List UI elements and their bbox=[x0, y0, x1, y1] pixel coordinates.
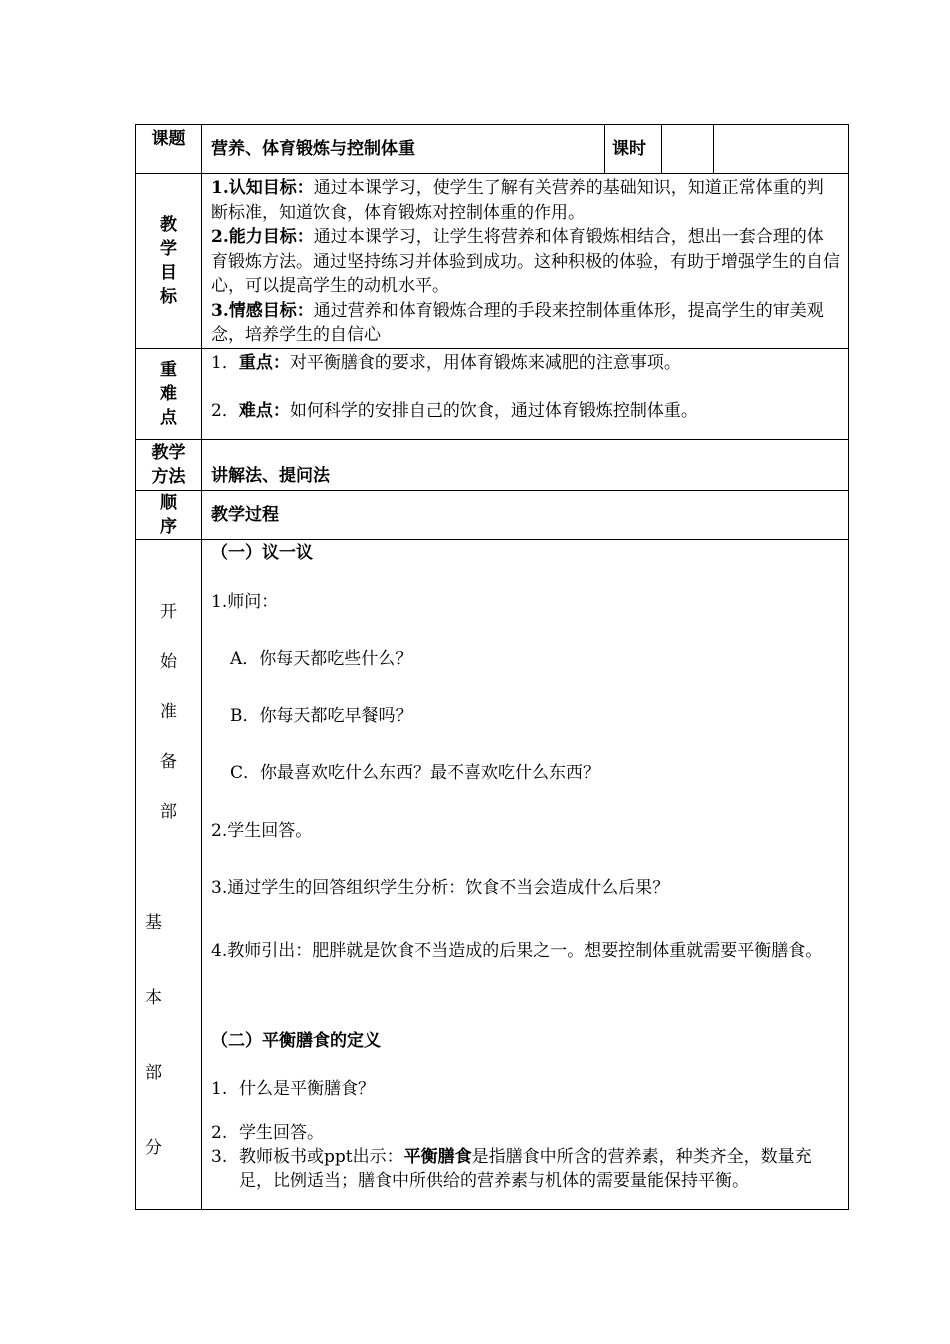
key-points-label-char: 重 bbox=[160, 360, 177, 380]
method-row bbox=[136, 440, 849, 491]
section-discuss-title: （一）议一议 bbox=[211, 543, 313, 563]
list-item: 2. 学生回答。 bbox=[211, 1123, 324, 1143]
question-a: A．你每天都吃些什么？ bbox=[230, 649, 413, 669]
objectives-content bbox=[202, 174, 849, 349]
period-label: 课时 bbox=[605, 125, 662, 174]
start-part-label: 开 始 准 备 部 bbox=[160, 602, 177, 822]
key-points-content bbox=[202, 349, 849, 440]
lesson-table bbox=[135, 124, 849, 1210]
key-point: 1．重点：对平衡膳食的要求，用体育锻炼来减肥的注意事项。 bbox=[211, 353, 681, 373]
step-analysis: 3.通过学生的回答组织学生分析：饮食不当会造成什么后果？ bbox=[211, 878, 670, 898]
order-row bbox=[136, 491, 849, 540]
basic-part-label: 基 本 部 分 bbox=[145, 913, 162, 1158]
difficult-point: 2．难点：如何科学的安排自己的饮食，通过体育锻炼控制体重。 bbox=[211, 401, 698, 421]
list-item: 3. 教师板书或ppt出示：平衡膳食是指膳食中所含的营养素，种类齐全，数量充足，比例适当；膳食中所供给的营养素与机体的需要量能保持平衡。 bbox=[211, 1147, 812, 1191]
key-points-label-char: 难 bbox=[160, 384, 177, 404]
balanced-diet-term: 平衡膳食 bbox=[403, 1147, 472, 1167]
process-row bbox=[136, 540, 849, 1210]
key-points-row bbox=[136, 349, 849, 440]
key-points-label-char: 点 bbox=[160, 408, 177, 428]
objectives-row bbox=[136, 174, 849, 349]
method-value: 讲解法、提问法 bbox=[202, 440, 849, 491]
lesson-plan bbox=[135, 124, 848, 1210]
step-teacher-intro: 4.教师引出：肥胖就是饮食不当造成的后果之一。想要控制体重就需要平衡膳食。 bbox=[211, 941, 823, 961]
teacher-ask: 1.师问： bbox=[211, 592, 279, 612]
objective-emotion: 3.情感目标：通过营养和体育锻炼合理的手段来控制体重体形，提高学生的审美观念，培养学生的自信心 bbox=[211, 300, 824, 345]
topic-label: 课题 bbox=[136, 125, 202, 174]
objective-ability: 2.能力目标：通过本课学习，让学生将营养和体育锻炼相结合，想出一套合理的体育锻炼方法。通过坚持练习并体验到成功。这种积极的体验，有助于增强学生的自信心，可以提高学生的动机水平。 bbox=[211, 227, 840, 296]
question-c: C．你最喜欢吃什么东西？最不喜欢吃什么东西？ bbox=[230, 763, 601, 783]
topic-value: 营养、体育锻炼与控制体重 bbox=[202, 125, 605, 174]
process-content bbox=[202, 540, 849, 1210]
step-student-answer: 2.学生回答。 bbox=[211, 821, 313, 841]
objectives-label-char: 教 bbox=[160, 215, 177, 235]
process-label bbox=[136, 540, 202, 1210]
extra-value bbox=[714, 125, 849, 174]
section-balanced-diet-title: （二）平衡膳食的定义 bbox=[211, 1031, 381, 1051]
topic-row bbox=[136, 125, 849, 174]
objectives-label bbox=[136, 174, 202, 349]
objectives-label-char: 目 bbox=[160, 263, 177, 283]
method-label: 教学 方法 bbox=[136, 440, 202, 491]
objectives-label-char: 标 bbox=[160, 287, 177, 307]
order-value: 教学过程 bbox=[202, 491, 849, 540]
list-item: 1. 什么是平衡膳食？ bbox=[211, 1079, 375, 1099]
question-b: B．你每天都吃早餐吗？ bbox=[230, 706, 413, 726]
order-label: 顺 序 bbox=[136, 491, 202, 540]
period-value bbox=[662, 125, 714, 174]
objective-cognitive: 1.认知目标：通过本课学习，使学生了解有关营养的基础知识，知道正常体重的判断标准，知道饮食，体育锻炼对控制体重的作用。 bbox=[211, 178, 824, 223]
key-points-label bbox=[136, 349, 202, 440]
objectives-label-char: 学 bbox=[160, 239, 177, 259]
